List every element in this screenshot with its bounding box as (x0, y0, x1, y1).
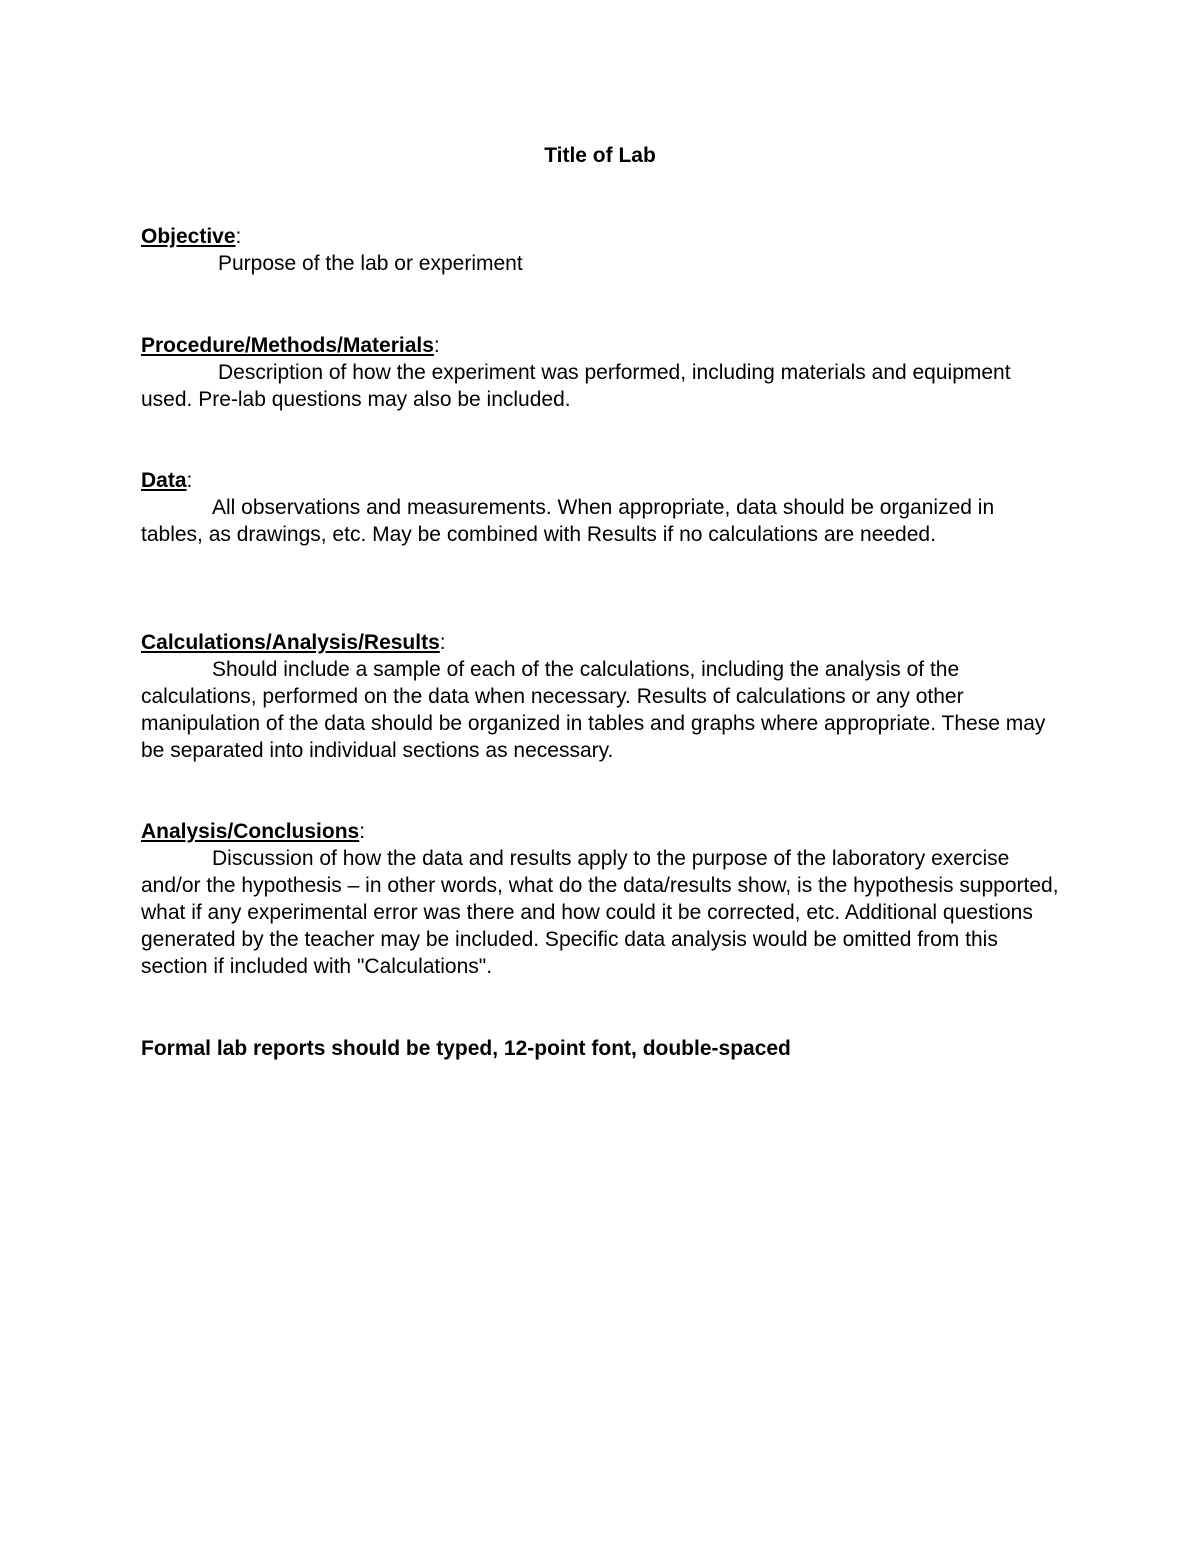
heading-colon: : (439, 631, 446, 654)
section-body: All observations and measurements. When appropriate, data should be organized in tables, as drawings, etc. May be combined with Results if no calculations are needed. (141, 496, 995, 546)
section-heading-line (141, 223, 1061, 250)
document-title: Title of Lab (544, 144, 656, 167)
section-body: Description of how the experiment was performed, including materials and equipment used. Pre-lab questions may also be included. (141, 361, 1011, 411)
section-procedure (141, 332, 1061, 413)
section-calculations (141, 629, 1061, 764)
heading-colon: : (433, 334, 440, 357)
formatting-note: Formal lab reports should be typed, 12-point font, double-spaced (141, 1037, 791, 1060)
section-body: Should include a sample of each of the calculations, including the analysis of the calculations, performed on the data when necessary. Results of calculations or any other manipulation of the data should be organized in tables and graphs where appropriate. These may be separated into individual sections as necessary. (141, 658, 1046, 762)
section-heading-line (141, 467, 1061, 494)
section-heading: Procedure/Methods/Materials (141, 334, 434, 357)
section-heading-line (141, 629, 1061, 656)
section-heading-line (141, 818, 1061, 845)
section-heading: Data (141, 469, 187, 492)
section-heading: Objective (141, 225, 236, 248)
section-heading-line (141, 332, 1061, 359)
heading-colon: : (235, 225, 242, 248)
section-body: Purpose of the lab or experiment (218, 252, 523, 275)
heading-colon: : (359, 820, 366, 843)
section-heading: Calculations/Analysis/Results (141, 631, 440, 654)
section-heading: Analysis/Conclusions (141, 820, 360, 843)
section-conclusions (141, 818, 1061, 980)
section-objective (141, 223, 1061, 277)
section-body: Discussion of how the data and results apply to the purpose of the laboratory exercise and/or the hypothesis – in other words, what do the data/results show, is the hypothesis supported, what if any experimental error was there and how could it be corrected, etc. Additional questions generated by the teacher may be included. Specific data analysis would be omitted from this section if included with "Calculations". (141, 847, 1059, 978)
heading-colon: : (186, 469, 193, 492)
section-data (141, 467, 1061, 548)
